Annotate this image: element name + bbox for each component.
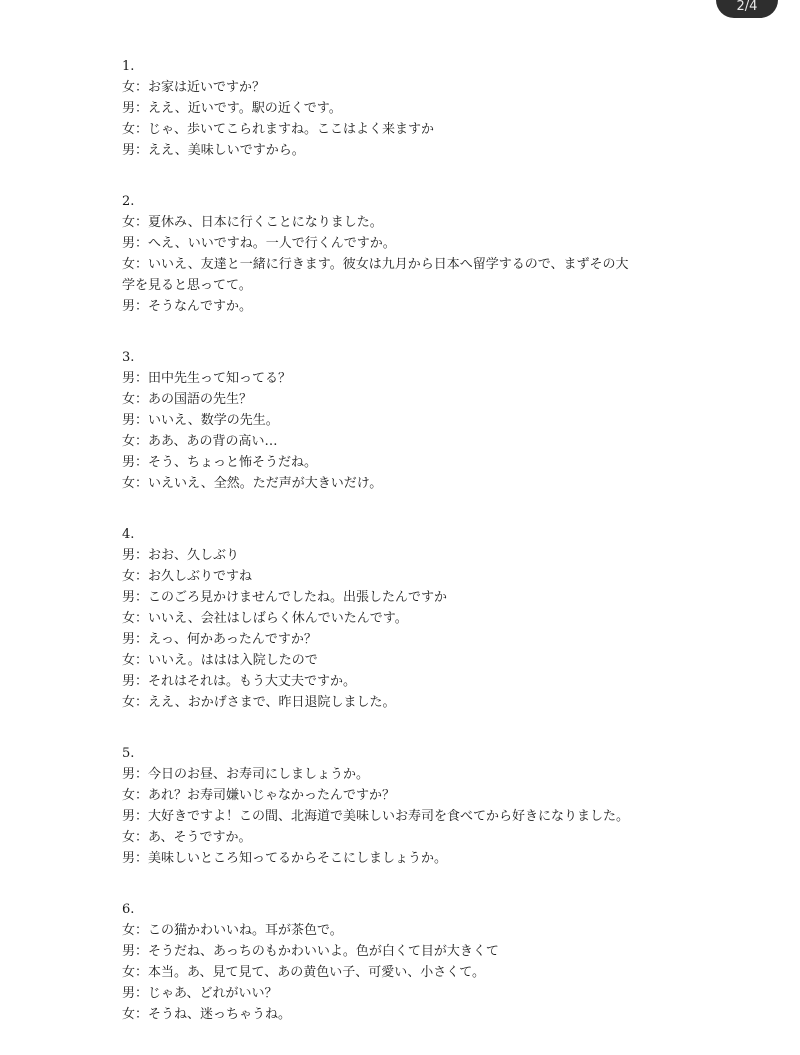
dialogue-line: 男：いいえ、数学の先生。 — [122, 413, 279, 428]
section-number: 4. — [122, 527, 135, 542]
dialogue-line: 男：ええ、美味しいですから。 — [122, 143, 305, 158]
dialogue-line: 男：へえ、いいですね。一人で行くんですか。 — [122, 236, 396, 251]
dialogue-line: 女：あれ？お寿司嫌いじゃなかったんですか？ — [122, 788, 396, 803]
dialogue-line: 男：おお、久しぶり — [122, 548, 240, 563]
dialogue-line: 女：いいえ、友達と一緒に行きます。彼女は九月から日本へ留学するので、まずその大 — [122, 257, 629, 272]
section-number: 5. — [122, 746, 135, 761]
dialogue-line: 男：そう、ちょっと怖そうだね。 — [122, 455, 318, 470]
dialogue-line: 男：それはそれは。もう大丈夫ですか。 — [122, 674, 357, 689]
section-number: 6. — [122, 902, 135, 917]
dialogue-line: 男：美味しいところ知ってるからそこにしましょうか。 — [122, 851, 448, 866]
dialogue-line: 女：いいえ。ははは入院したので — [122, 653, 318, 668]
dialogue-line: 女：あの国語の先生？ — [122, 392, 253, 407]
dialogue-section-4 — [122, 524, 722, 713]
dialogue-section-5 — [122, 743, 722, 869]
dialogue-line: 女：夏休み、日本に行くことになりました。 — [122, 215, 383, 230]
dialogue-section-6 — [122, 899, 722, 1025]
section-number: 2. — [122, 194, 135, 209]
dialogue-line: 女：そうね、迷っちゃうね。 — [122, 1007, 292, 1022]
dialogue-section-3 — [122, 347, 722, 494]
dialogue-document — [122, 56, 722, 1055]
dialogue-line: 男：このごろ見かけませんでしたね。出張したんですか — [122, 590, 448, 605]
dialogue-line: 女：いえいえ、全然。ただ声が大きいだけ。 — [122, 476, 383, 491]
dialogue-line: 女：いいえ、会社はしばらく休んでいたんです。 — [122, 611, 408, 626]
dialogue-line: 女：この猫かわいいね。耳が茶色で。 — [122, 923, 343, 938]
dialogue-line: 女：ええ、おかげさまで、昨日退院しました。 — [122, 695, 396, 710]
dialogue-line: 女：あ、そうですか。 — [122, 830, 252, 845]
dialogue-line: 男：今日のお昼、お寿司にしましょうか。 — [122, 767, 370, 782]
dialogue-line: 男：えっ、何かあったんですか？ — [122, 632, 317, 647]
dialogue-line: 女：お家は近いですか？ — [122, 80, 266, 95]
dialogue-line: 学を見ると思ってて。 — [122, 278, 252, 293]
dialogue-line: 男：じゃあ、どれがいい？ — [122, 986, 278, 1001]
dialogue-section-1 — [122, 56, 722, 161]
dialogue-line: 女：じゃ、歩いてこられますね。ここはよく来ますか — [122, 122, 435, 137]
dialogue-line: 男：そうなんですか。 — [122, 299, 253, 314]
dialogue-line: 男：そうだね、あっちのもかわいいよ。色が白くて目が大きくて — [122, 944, 499, 959]
dialogue-line: 男：大好きですよ！この間、北海道で美味しいお寿司を食べてから好きになりました。 — [122, 809, 630, 824]
dialogue-line: 女：ああ、あの背の高い… — [122, 434, 278, 449]
page-indicator-badge: 2/4 — [716, 0, 778, 18]
dialogue-line: 女：お久しぶりですね — [122, 569, 253, 584]
dialogue-section-2 — [122, 191, 722, 317]
dialogue-line: 男：ええ、近いです。駅の近くです。 — [122, 101, 342, 116]
dialogue-line: 男：田中先生って知ってる？ — [122, 371, 292, 386]
section-number: 3. — [122, 350, 135, 365]
section-number: 1. — [122, 59, 135, 74]
dialogue-line: 女：本当。あ、見て見て、あの黄色い子、可愛い、小さくて。 — [122, 965, 485, 980]
